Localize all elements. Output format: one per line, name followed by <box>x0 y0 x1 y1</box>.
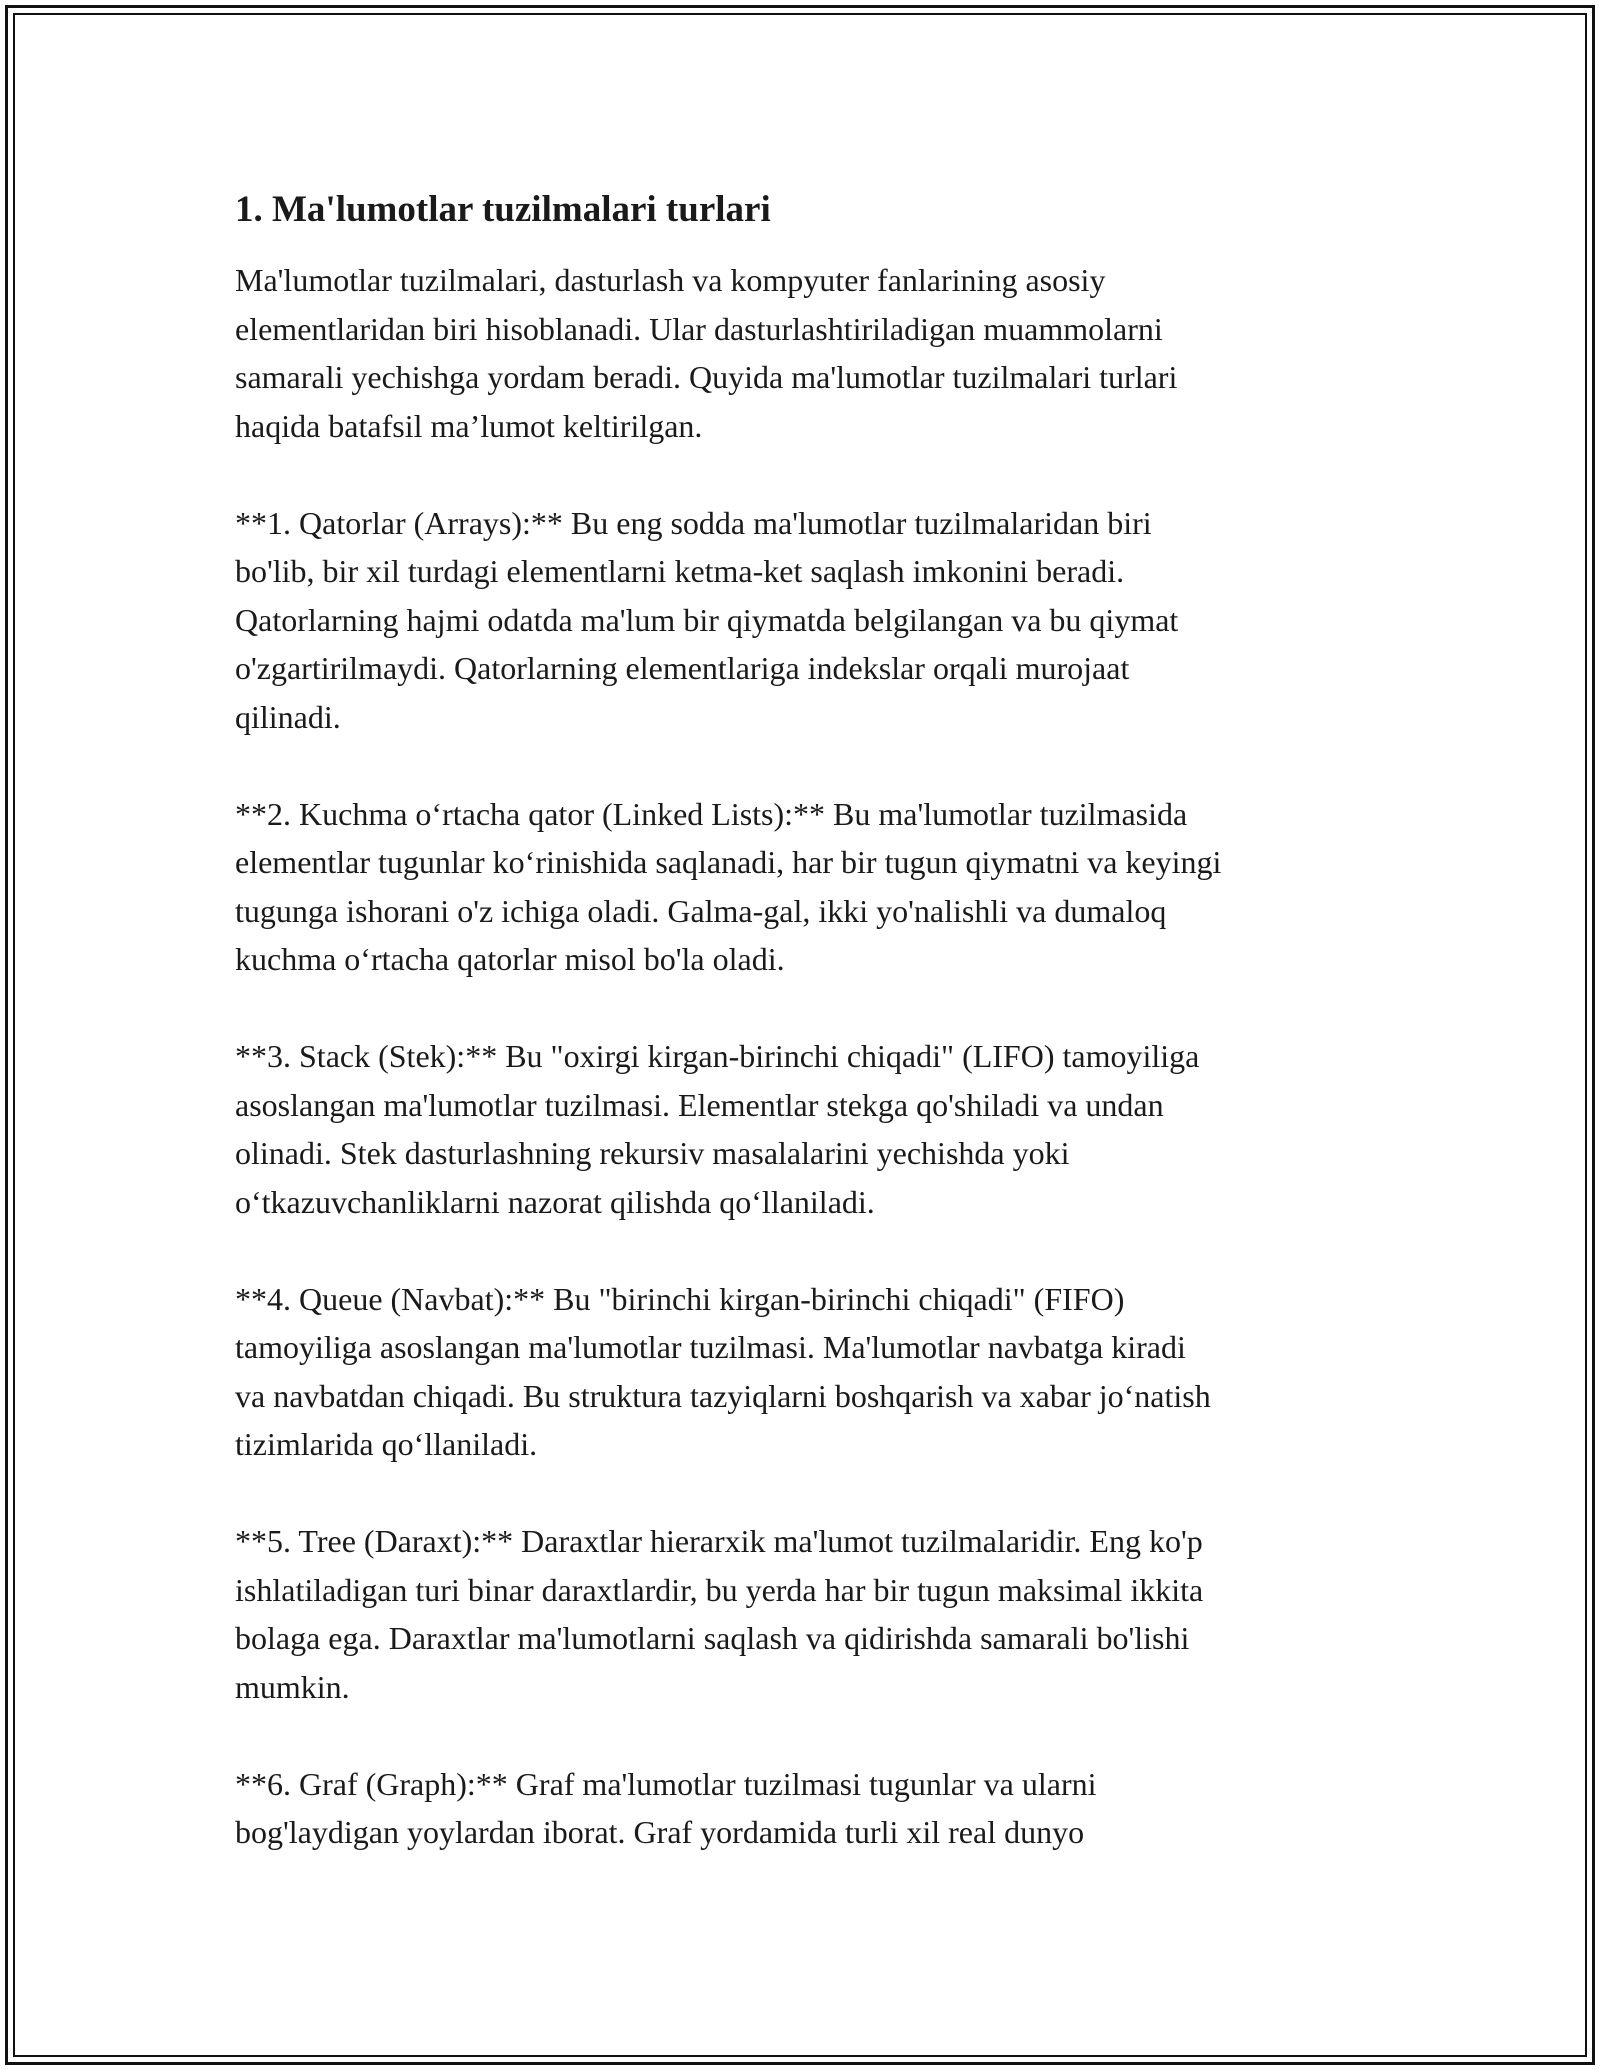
linked-lists-paragraph: **2. Kuchma o‘rtacha qator (Linked Lists):** Bu ma'lumotlar tuzilmasida elementlar tugunlar ko‘rinishida saqlanadi, har bir tugun qiymatni va keyingi tugunga ishorani o'z ichiga oladi. Galma-gal, ikki yo'nalishli va dumaloq kuchma o‘rtacha qatorlar misol bo'la oladi. <box>235 795 1222 977</box>
intro-paragraph: Ma'lumotlar tuzilmalari, dasturlash va kompyuter fanlarining asosiy elementlaridan biri hisoblanadi. Ular dasturlashtiriladigan muammolarni samarali yechishga yordam beradi. Quyida ma'lumotlar tuzilmalari turlari haqida batafsil ma’lumot keltirilgan. <box>235 262 1178 444</box>
section-heading: 1. Ma'lumotlar tuzilmalari turlari <box>235 189 771 230</box>
arrays-paragraph: **1. Qatorlar (Arrays):** Bu eng sodda ma'lumotlar tuzilmalaridan biri bo'lib, bir xil turdagi elementlarni ketma-ket saqlash imkonini beradi. Qatorlarning hajmi odatda ma'lum bir qiymatda belgilangan va bu qiymat o'zgartirilmaydi. Qatorlarning elementlariga indekslar orqali murojaat qilinadi. <box>235 504 1179 735</box>
document-body <box>235 186 1385 1905</box>
stack-paragraph: **3. Stack (Stek):** Bu "oxirgi kirgan-birinchi chiqadi" (LIFO) tamoyiliga asoslangan ma'lumotlar tuzilmasi. Elementlar stekga qo'shiladi va undan olinadi. Stek dasturlashning rekursiv masalalarini yechishda yoki o‘tkazuvchanliklarni nazorat qilishda qo‘llaniladi. <box>235 1038 1200 1220</box>
graph-paragraph: **6. Graf (Graph):** Graf ma'lumotlar tuzilmasi tugunlar va ularni bog'laydigan yoylardan iborat. Graf yordamida turli xil real dunyo <box>235 1765 1097 1850</box>
tree-paragraph: **5. Tree (Daraxt):** Daraxtlar hierarxik ma'lumot tuzilmalaridir. Eng ko'p ishlatiladigan turi binar daraxtlardir, bu yerda har bir tugun maksimal ikkita bolaga ega. Daraxtlar ma'lumotlarni saqlash va qidirishda samarali bo'lishi mumkin. <box>235 1523 1204 1705</box>
queue-paragraph: **4. Queue (Navbat):** Bu "birinchi kirgan-birinchi chiqadi" (FIFO) tamoyiliga asoslangan ma'lumotlar tuzilmasi. Ma'lumotlar navbatga kiradi va navbatdan chiqadi. Bu struktura tazyiqlarni boshqarish va xabar jo‘natish tizimlarida qo‘llaniladi. <box>235 1280 1211 1462</box>
